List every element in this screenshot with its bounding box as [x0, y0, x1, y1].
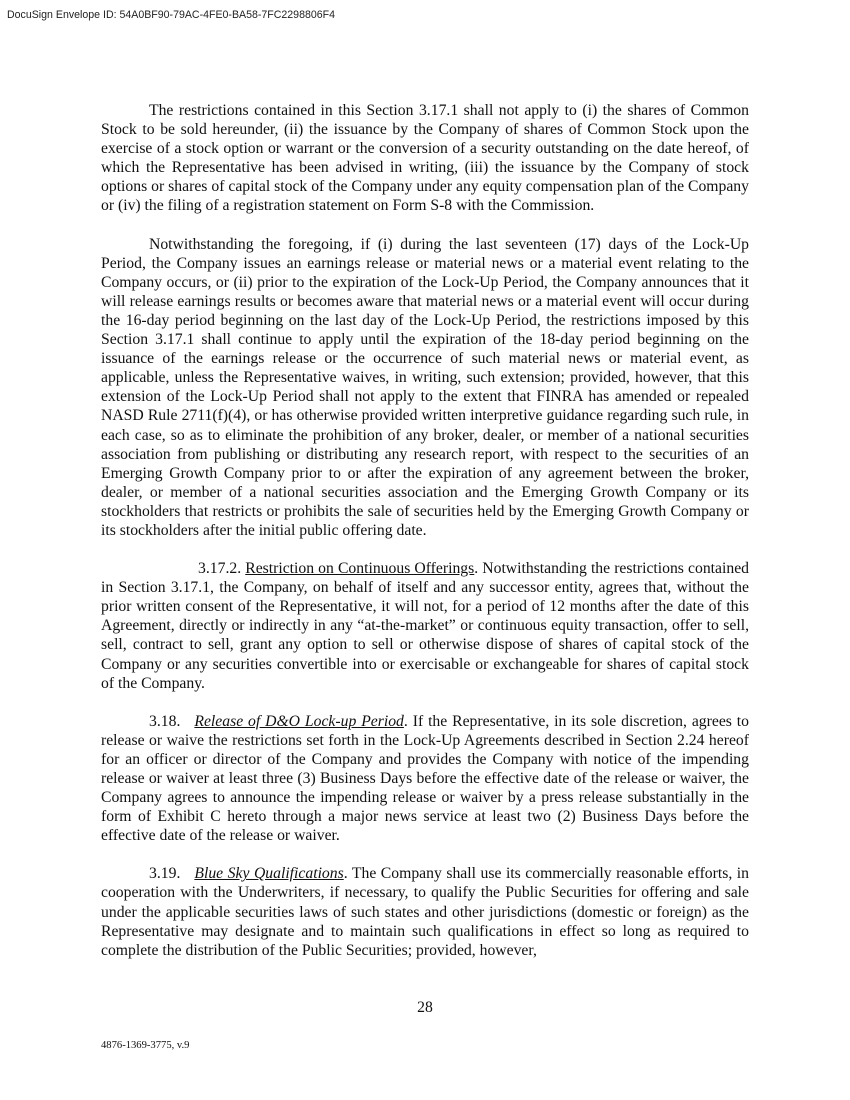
docusign-envelope-id: DocuSign Envelope ID: 54A0BF90-79AC-4FE0-BA58-7FC2298806F4 [7, 9, 336, 21]
section-body: . If the Representative, in its sole discretion, agrees to release or waive the restrictions set forth in the Lock-Up Agreements described in Section 2.24 hereof for an officer or director of the Company and provides the Company with notice of the impending release or waiver at least three (3) Business Days before the effective date of the release or waiver, the Company agrees to announce the impending release or waiver by a press release substantially in the form of Exhibit C hereto through a major news service at least two (2) Business Days before the effective date of the release or waiver. [101, 712, 749, 845]
section-heading: Blue Sky Qualifications [194, 865, 344, 883]
paragraph-lock-up-extension: Notwithstanding the foregoing, if (i) during the last seventeen (17) days of the Lock-Up Period, the Company issues an earnings release or material news or a material event relating to the Company occurs, or (ii) prior to the expiration of the Lock-Up Period, the Company announces that it will release earnings results or becomes aware that material news or a material event will occur during the 16-day period beginning on the last day of the Lock-Up Period, the restrictions imposed by this Section 3.17.1 shall continue to apply until the expiration of the 18-day period beginning on the issuance of the earnings release or the occurrence of such material news or material event, as applicable, unless the Representative waives, in writing, such extension; provided, however, that this extension of the Lock-Up Period shall not apply to the extent that FINRA has amended or repealed NASD Rule 2711(f)(4), or has otherwise provided written interpretive guidance regarding such rule, in each case, so as to eliminate the prohibition of any broker, dealer, or member of a national securities association from publishing or distributing any research report, with respect to the securities of an Emerging Growth Company prior to or after the expiration of any agreement between the broker, dealer, or member of a national securities association and the Emerging Growth Company or its stockholders that restricts or prohibits the sale of securities held by the Emerging Growth Company or its stockholders after the initial public offering date. [101, 235, 749, 539]
page-number: 28 [417, 999, 433, 1016]
document-body [101, 101, 749, 979]
section-3-17-2 [101, 559, 749, 693]
document-id: 4876-1369-3775, v.9 [101, 1040, 190, 1051]
paragraph-section-3-17-1-exceptions: The restrictions contained in this Section 3.17.1 shall not apply to (i) the shares of Common Stock to be sold hereunder, (ii) the issuance by the Company of shares of Common Stock upon the exercise of a stock option or warrant or the conversion of a security outstanding on the date hereof, of which the Representative has been advised in writing, (iii) the issuance by the Company of stock options or shares of capital stock of the Company under any equity compensation plan of the Company or (iv) the filing of a registration statement on Form S-8 with the Commission. [101, 102, 749, 215]
section-heading: Release of D&O Lock-up Period [194, 712, 404, 730]
section-number: 3.19. [149, 865, 181, 883]
section-heading: Restriction on Continuous Offerings [245, 560, 475, 578]
section-3-18 [101, 712, 749, 846]
section-3-19 [101, 864, 749, 959]
section-number: 3.17.2. [198, 560, 242, 578]
section-body: . The Company shall use its commercially reasonable efforts, in cooperation with the Underwriters, if necessary, to qualify the Public Securities for offering and sale under the applicable securities laws of such states and other jurisdictions (domestic or foreign) as the Representative may designate and to maintain such qualifications in effect so long as required to complete the distribution of the Public Securities; provided, however, [101, 865, 749, 959]
section-number: 3.18. [149, 712, 181, 730]
section-body: . Notwithstanding the restrictions contained in Section 3.17.1, the Company, on behalf of itself and any successor entity, agrees that, without the prior written consent of the Representative, it will not, for a period of 12 months after the date of this Agreement, directly or indirectly in any “at-the-market” or continuous equity transaction, offer to sell, sell, contract to sell, grant any option to sell or otherwise dispose of shares of capital stock of the Company or any securities convertible into or exercisable or exchangeable for shares of capital stock of the Company. [101, 560, 749, 692]
